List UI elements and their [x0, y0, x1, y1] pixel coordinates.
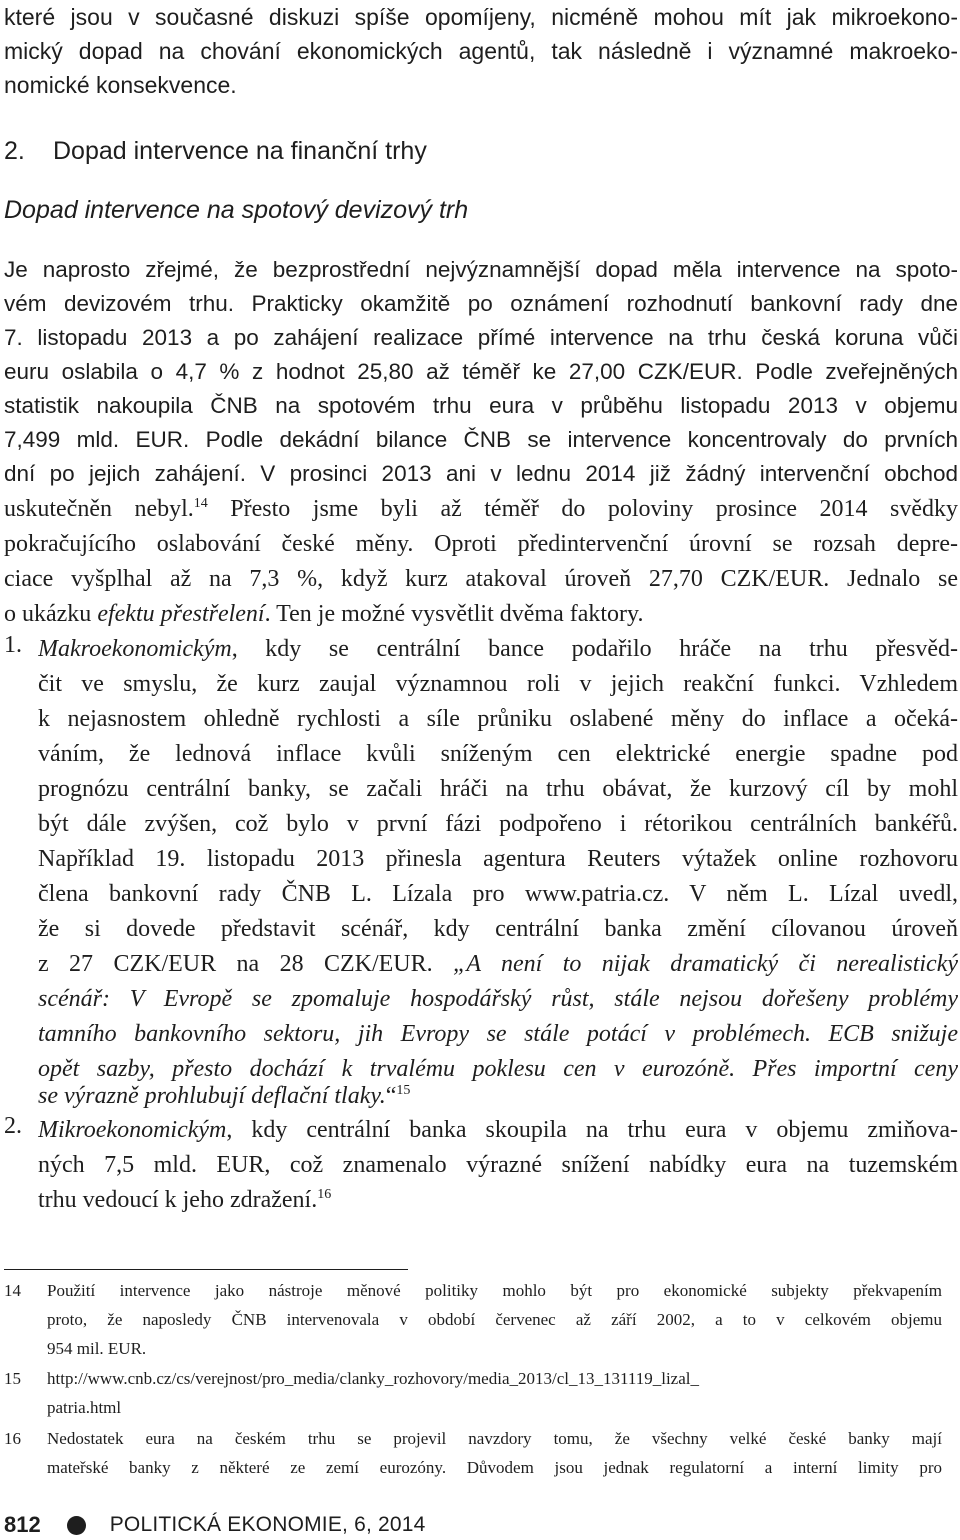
subsection-heading: Dopad intervence na spotový devizový trh	[4, 196, 469, 224]
footnote-number: 16	[4, 1429, 21, 1448]
footnote-link[interactable]: http://www.cnb.cz/cs/verejnost/pro_media/clanky_rozhovory/media_2013/cl_13_131119_lizal_	[47, 1369, 699, 1388]
paragraph-line: statistik nakoupila ČNB na spotovém trhu eura v průběhu listopadu 2013 v objemu	[4, 393, 958, 418]
list-item-line: prognózu centrální banky, se začali hráči na trhu obávat, že kurzový cíl by mohl	[38, 776, 958, 802]
list-item-line: k nejasnostem ohledně rychlosti a síle průniku oslabené měny do inflace a očeká-	[38, 706, 958, 732]
list-item-line: být dále zvýšen, což bylo v první fázi podpořeno i rétorikou centrálních bankéřů.	[38, 811, 958, 837]
list-item-line	[38, 1017, 958, 1051]
list-item-line	[38, 982, 958, 1016]
footnote-number: 14	[4, 1281, 21, 1300]
list-item-line	[38, 1079, 410, 1113]
paragraph-line	[4, 492, 958, 526]
footnote-ref-16[interactable]: 16	[317, 1187, 332, 1202]
list-item-line	[38, 1113, 958, 1147]
paragraph-line: 7. listopadu 2013 a po zahájení realizace přímé intervence na trhu česká koruna vůči	[4, 325, 958, 350]
footnote-line: Nedostatek eura na českém trhu se projevil navzdory tomu, že všechny velké české banky mají	[47, 1429, 942, 1448]
footnote-separator	[4, 1269, 408, 1270]
footnote-ref-15[interactable]: 15	[396, 1083, 411, 1098]
footnote-text	[47, 1424, 942, 1482]
paragraph-line: dní po jejich zahájení. V prosinci 2013 ani v lednu 2014 již žádný intervenční obchod	[4, 461, 958, 486]
paragraph-line: vém devizovém trhu. Prakticky okamžitě po oznámení rozhodnutí bankovní rady dne	[4, 291, 958, 316]
quotation: se výrazně prohlubují deflační tlaky.	[38, 1083, 386, 1109]
paragraph-line: 7,499 mld. EUR. Podle dekádní bilance ČNB se intervence koncentrovaly do prvních	[4, 427, 958, 452]
paragraph-line: Je naprosto zřejmé, že bezprostřední nejvýznamnější dopad měla intervence na spoto-	[4, 257, 958, 282]
text-run: , kdy centrální banka skoupila na trhu eura v objemu zmiňova-	[226, 1117, 958, 1143]
footnote-ref-14[interactable]: 14	[193, 496, 208, 511]
text-run: z 27 CZK/EUR na 28 CZK/EUR.	[38, 951, 454, 977]
list-item-line: váním, že lednová inflace kvůli sníženým cen elektrické energie spadne pod	[38, 741, 958, 767]
text-run: Přesto jsme byli až téměř do poloviny prosince 2014 svědky	[207, 496, 958, 522]
intro-line: mický dopad na chování ekonomických agentů, tak následně i významné makroeko-	[4, 38, 958, 64]
paragraph-line: ciace vyšplhal až na 7,3 %, když kurz atakoval úroveň 27,70 CZK/EUR. Jednalo se	[4, 566, 958, 592]
quotation: „A není to nijak dramatický či nerealistický	[453, 951, 958, 977]
quotation: scénář: V Evropě se zpomaluje hospodářský růst, stále nejsou dořešeny problémy	[38, 986, 958, 1012]
text-run: uskutečněn nebyl.	[4, 496, 194, 522]
text-run: trhu vedoucí k jeho zdražení.	[38, 1187, 318, 1213]
list-item-line	[38, 1183, 331, 1217]
list-item-line: ných 7,5 mld. EUR, což znamenalo výrazné snížení nabídky eura na tuzemském	[38, 1152, 958, 1178]
list-item-line	[38, 632, 958, 666]
journal-name: POLITICKÁ EKONOMIE, 6, 2014	[109, 1513, 426, 1536]
text-run: , kdy se centrální bance podařilo hráče na trhu přesvěd-	[231, 636, 958, 662]
section-title: Dopad intervence na finanční trhy	[53, 137, 427, 165]
emphasis: Makroekonomickým	[38, 636, 232, 662]
footnote-line: Použití intervence jako nástroje měnové politiky mohlo být pro ekonomické subjekty překvapením	[47, 1281, 942, 1300]
intro-line: nomické konsekvence.	[4, 72, 237, 98]
footnote-line: 954 mil. EUR.	[47, 1339, 147, 1358]
footnote-link[interactable]: patria.html	[47, 1398, 122, 1417]
list-item-line: že si dovede představit scénář, kdy centrální banka změní cílovanou úroveň	[38, 916, 958, 942]
emphasis: efektu přestřelení	[97, 601, 265, 627]
list-item-line	[38, 947, 958, 981]
page-footer	[4, 1510, 426, 1540]
page-number: 812	[4, 1512, 41, 1537]
list-item-number: 2.	[4, 1113, 22, 1139]
paragraph-line: euru oslabila o 4,7 % z hodnot 25,80 až téměř ke 27,00 CZK/EUR. Podle zveřejněných	[4, 359, 958, 384]
quote-mark: “	[385, 1083, 397, 1109]
bullet-icon	[67, 1516, 86, 1535]
text-run: o ukázku	[4, 601, 98, 627]
intro-paragraph	[4, 0, 958, 102]
list-item-line: člena bankovní rady ČNB L. Lízala pro www.patria.cz. V něm L. Lízal uvedl,	[38, 881, 958, 907]
footnote-14	[4, 1276, 958, 1363]
intro-line: které jsou v současné diskuzi spíše opomíjeny, nicméně mohou mít jak mikroekono-	[4, 4, 958, 30]
footnote-text	[47, 1276, 942, 1363]
quotation: opět sazby, přesto dochází k trvalému poklesu cen v eurozóně. Přes importní ceny	[38, 1056, 958, 1082]
section-heading	[4, 137, 427, 166]
footnote-text	[47, 1364, 942, 1422]
footnote-line: proto, že naposledy ČNB intervenovala v období červenec až září 2002, a to v celkovém objemu	[47, 1310, 942, 1329]
footnote-number: 15	[4, 1369, 21, 1388]
section-number: 2.	[4, 137, 25, 165]
footnote-16	[4, 1424, 958, 1482]
list-item-line: čit ve smyslu, že kurz zaujal významnou roli v jejich reakční funkci. Vzhledem	[38, 671, 958, 697]
emphasis: Mikroekonomickým	[38, 1117, 227, 1143]
list-item-line: Například 19. listopadu 2013 přinesla agentura Reuters výtažek online rozhovoru	[38, 846, 958, 872]
list-item-number: 1.	[4, 632, 22, 658]
footnote-15	[4, 1364, 958, 1422]
quotation: tamního bankovního sektoru, jih Evropy se stále potácí v problémech. ECB snižuje	[38, 1021, 958, 1047]
paragraph-line	[4, 597, 643, 631]
paragraph-line: pokračujícího oslabování české měny. Oproti předintervenční úrovní se rozsah depre-	[4, 531, 958, 557]
footnote-line: mateřské banky z některé ze zemí eurozóny. Důvodem jsou jednak regulatorní a interní limity pro	[47, 1458, 942, 1477]
text-run: . Ten je možné vysvětlit dvěma faktory.	[264, 601, 644, 627]
